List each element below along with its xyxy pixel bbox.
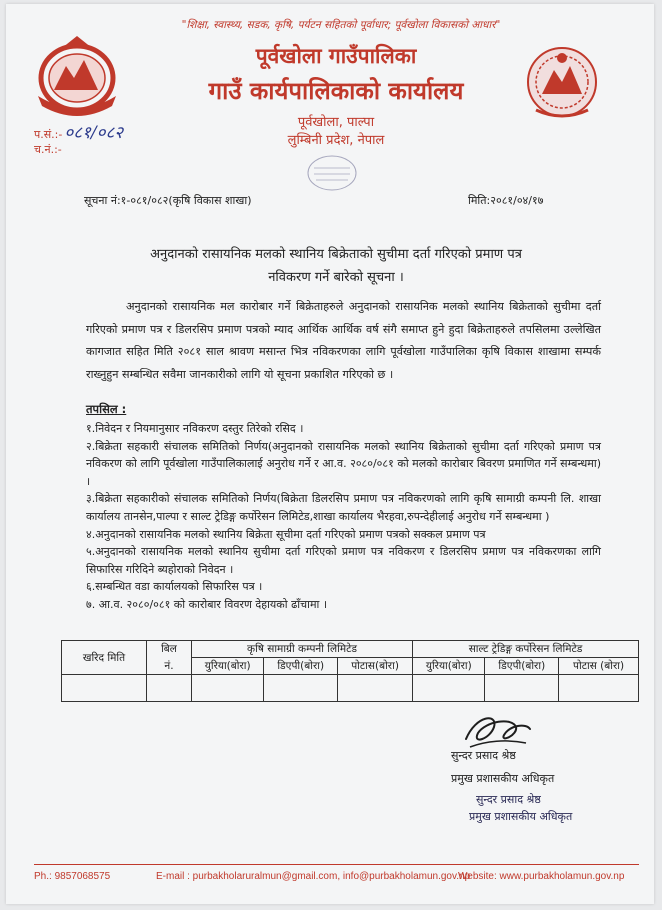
table-cell (559, 675, 639, 702)
notice-subject (66, 243, 606, 289)
nepal-emblem-logo (32, 34, 122, 116)
table-subheader-row (62, 658, 639, 675)
list-item: १.निवेदन र नियमानुसार नविकरण दस्तुर तिरेको रसिद । (86, 422, 304, 435)
reference-number-value: ०८१/०८२ (64, 123, 124, 143)
purchase-date-header: खरिद मिति (62, 641, 147, 675)
table-cell (264, 675, 338, 702)
body-paragraph: अनुदानको रासायनिक मल कारोबार गर्ने बिक्रेताहरुले अनुदानको रासायनिक मलको स्थानिय बिक्रेताको सुचीमा दर्ता गरिएको प्रमाण पत्र र डिलरसिप प्रमाण पत्रको म्याद आर्थिक आर्थिक वर्ष संगै समाप्त हुने हुदा बिक्रेताहरुले तपसिलमा उल्लेखित कागजात सहित मिति २०८१ साल श्रावण मसान्त भित्र नविकरणका लागि पूर्वखोला गाउँपालिका कृषि विकास शाखामा सम्पर्क राख्नुहुन सम्बन्धित सवैमा जानकारीको लागि यो सूचना प्रकाशित गरिएको छ । (86, 300, 601, 381)
notice-date: मिति:२०८१/०४/१७ (468, 194, 544, 207)
signatory-name: सुन्दर प्रसाद श्रेष्ठ (451, 749, 516, 762)
subject-line-2: नविकरण गर्ने बारेको सूचना । (268, 270, 404, 285)
footer-website: Website: www.purbakholamun.gov.np (458, 871, 625, 882)
footer-divider (34, 864, 639, 865)
table-cell (62, 675, 147, 702)
table-row (62, 675, 639, 702)
list-item: ६.सम्बन्धित वडा कार्यालयको सिफारिस पत्र । (86, 580, 263, 594)
list-item: २.बिक्रेता सहकारी संचालक समितिको निर्णय(अनुदानको रासायनिक मलको स्थानिय बिक्रेताको सुचीमा दर्ता गरिएको प्रमाण पत्र नविकरण को लागि पूर्वखोला गाउँपालिकालाई अनुरोध गर्ने र आ.व. २०८०/०८१ को मलको कारोबार बिवरण प्रमाणित गर्ने सम्बन्धमा) । (86, 439, 601, 488)
company2-urea-header: युरिया(बोरा) (413, 658, 485, 675)
footer-phone: Ph.: 9857068575 (34, 871, 111, 882)
office-name: गाउँ कार्यपालिकाको कार्यालय (208, 77, 464, 105)
transaction-table (61, 640, 639, 702)
table-cell (413, 675, 485, 702)
province-line: लुम्बिनी प्रदेश, नेपाल (287, 133, 385, 148)
company2-potash-header: पोटास (बोरा) (559, 658, 639, 675)
list-item: ४.अनुदानको रासायनिक मलको स्थानिय बिक्रेता सूचीमा दर्ता गरिएको प्रमाण पत्रको सक्कल प्रमाण पत्र (86, 527, 486, 541)
organization-name: पूर्वखोला गाउँपालिका (255, 44, 417, 68)
list-item: ५.अनुदानको रासायनिक मलको स्थानिय सुचीमा दर्ता गरिएको प्रमाण पत्र नविकरण र डिलरसिप प्रमाण पत्र नविकरणका लागि सिफारिस गरिदिने ब्यहोराको निवेदन । (86, 545, 601, 576)
table-cell (485, 675, 559, 702)
company1-header: कृषि सामाग्री कम्पनी लिमिटेड (192, 641, 413, 658)
stamp-signatory-name: सुन्दर प्रसाद श्रेष्ठ (476, 793, 541, 806)
table-cell (338, 675, 413, 702)
footer-email: E-mail : purbakholaruralmun@gmail.com, info@purbakholamun.gov.np (156, 871, 471, 882)
reference-number (34, 120, 123, 143)
notice-number: सूचना नं:१-०८१/०८२(कृषि विकास शाखा) (84, 194, 252, 207)
company1-dap-header: डिएपी(बोरा) (264, 658, 338, 675)
handwritten-signature (456, 709, 536, 753)
subject-line-1: अनुदानको रासायनिक मलको स्थानिय बिक्रेताको सुचीमा दर्ता गरिएको प्रमाण पत्र (150, 247, 522, 262)
list-item: ३.बिक्रेता सहकारीको संचालक समितिको निर्णय(बिक्रेता डिलरसिप प्रमाण पत्र नविकरणको लागि कृषि सामाग्री कम्पनी लि. शाखा कार्यालय तानसेन,पाल्पा र साल्ट ट्रेडिङ्ग कर्पोरेसन लिमिटेड,शाखा कार्यालय भैरहवा,रुपन्देहीलाई अनुरोध गर्ने सम्बन्धमा ) (86, 492, 601, 523)
office-stamp-mark (306, 154, 358, 192)
bill-header-bottom: नं. (147, 658, 192, 675)
table-cell (147, 675, 192, 702)
municipality-logo (522, 40, 602, 124)
table-header-row (62, 641, 639, 658)
company2-header: साल्ट ट्रेडिङ्ग कर्पोरेसन लिमिटेड (413, 641, 639, 658)
location-line: पूर्वखोला, पाल्पा (297, 115, 375, 130)
notice-body (86, 296, 601, 386)
bill-header-top: बिल (147, 641, 192, 658)
stamp-signatory-title: प्रमुख प्रशासकीय अधिकृत (469, 810, 573, 823)
dispatch-number-label: च.नं.:- (34, 143, 62, 156)
signatory-title: प्रमुख प्रशासकीय अधिकृत (451, 772, 555, 785)
table-cell (192, 675, 264, 702)
tapsil-list (86, 420, 601, 614)
list-item: ७. आ.व. २०८०/०८१ को कारोबार विवरण देहायको ढाँचामा । (86, 597, 328, 611)
company1-potash-header: पोटास(बोरा) (338, 658, 413, 675)
motto: "शिक्षा, स्वास्थ्य, सडक, कृषि, पर्यटन सहितको पूर्वाधार; पूर्वखोला विकासको आधार" (181, 19, 501, 31)
company2-dap-header: डिएपी(बोरा) (485, 658, 559, 675)
reference-number-label: प.सं.:- (34, 128, 63, 141)
tapsil-heading: तपसिल : (86, 402, 127, 416)
company1-urea-header: युरिया(बोरा) (192, 658, 264, 675)
document-page (6, 4, 654, 904)
